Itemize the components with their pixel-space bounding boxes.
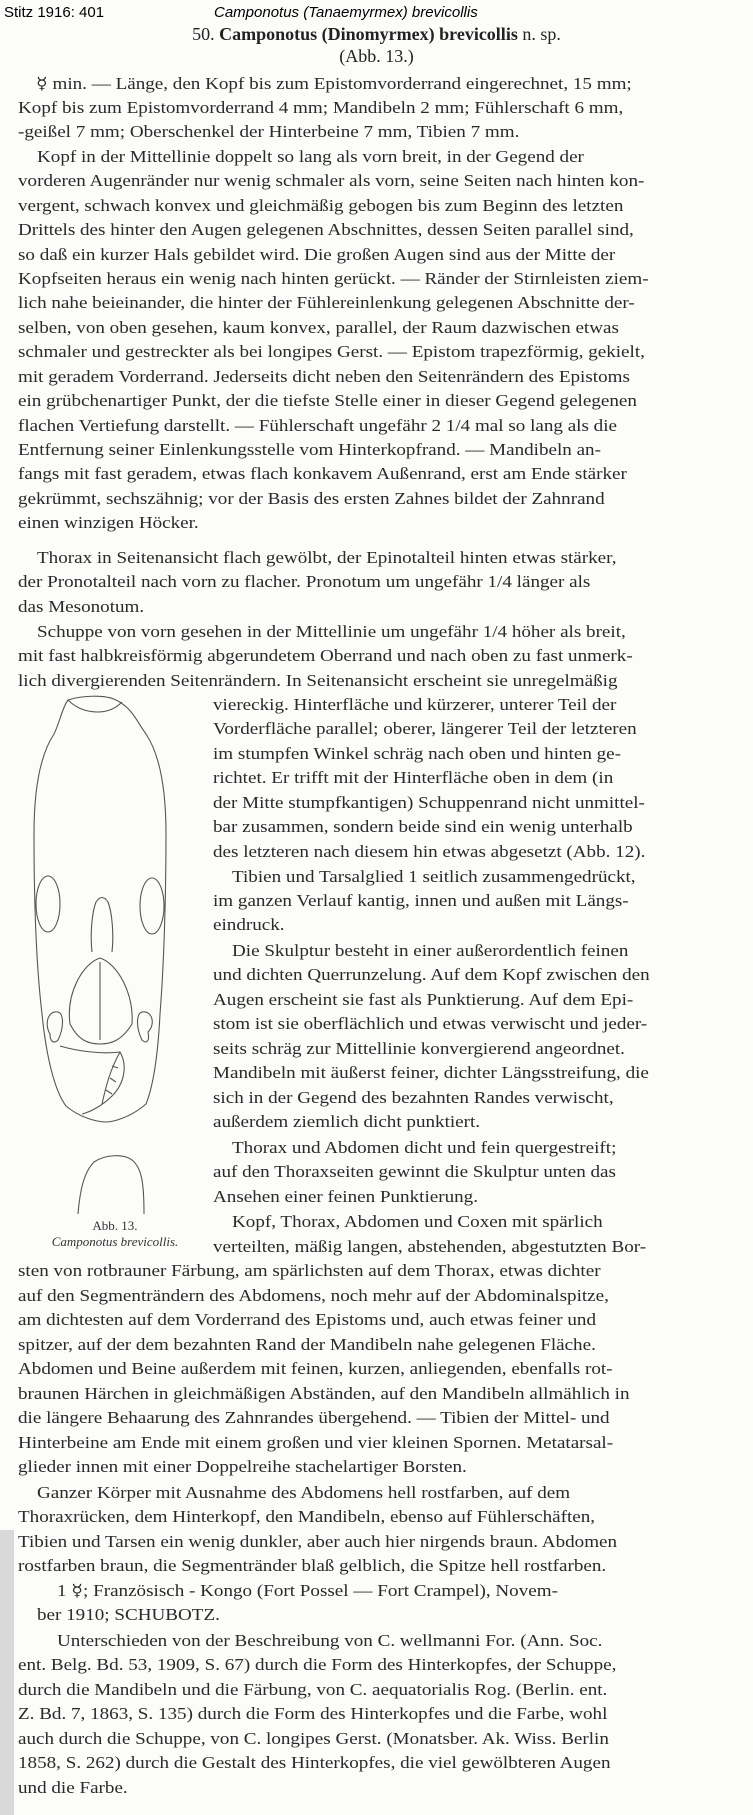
text-line: eindruck. — [213, 915, 285, 934]
clypeus-outline — [69, 958, 132, 1044]
scan-edge-shadow — [0, 1530, 14, 1815]
text-line: Tibien und Tarsen ein wenig dunkler, aber auch hier nirgends braun. Abdomen — [18, 1532, 618, 1551]
figure-label: Abb. 13. — [92, 1218, 138, 1233]
text-line: ein grübchenartiger Punkt, der die tiefste Stelle einer in dieser Gegend gelegenen — [18, 391, 637, 410]
text-line: Kopfseiten heraus ein wenig nach hinten gerückt. — Ränder der Stirnleisten ziem- — [18, 269, 649, 288]
text-line: im stumpfen Winkel schräg nach oben und hinten ge- — [213, 744, 621, 763]
species-epithet: brevicollis — [439, 24, 518, 44]
text-line: Thorax und Abdomen dicht und fein quergestreift; — [232, 1138, 617, 1157]
text-line: auch durch die Schuppe, von C. longipes Gerst. (Monatsber. Ak. Wiss. Berlin — [18, 1729, 609, 1748]
text-line: einen winzigen Höcker. — [18, 513, 199, 532]
text-line: braunen Härchen in gleichmäßigen Abständen, auf den Mandibeln allmählich in — [18, 1384, 630, 1403]
text-line: seits schräg zur Mittellinie konvergierend angeordnet. — [213, 1039, 625, 1058]
text-line: Hinterbeine am Ende mit einem großen und vier kleinen Spornen. Metatarsal- — [18, 1433, 614, 1452]
text-line: am dichtesten auf dem Vorderrand des Epistoms und, auch etwas feiner und — [18, 1310, 596, 1329]
text-line: Vorderfläche parallel; oberer, längerer Teil der letzteren — [213, 719, 637, 738]
text-line: richtet. Er trifft mit der Hinterfläche oben in dem (in — [213, 768, 614, 787]
text-line: der Pronotalteil nach vorn zu flacher. Pronotum um ungefähr 1/4 länger als — [18, 572, 591, 591]
text-line: im ganzen Verlauf kantig, innen und außen mit Längs- — [213, 891, 629, 910]
species-status: n. sp. — [522, 24, 561, 44]
text-line: ☿ min. — Länge, den Kopf bis zum Epistomvorderrand eingerechnet, 15 mm; — [36, 74, 632, 93]
text-line: Die Skulptur besteht in einer außerordentlich feinen — [232, 941, 629, 960]
text-line: Entfernung seiner Einlenkungsstelle vom Hinterkopfrand. — Mandibeln an- — [18, 440, 601, 459]
text-line: lich divergierenden Seitenrändern. In Seitenansicht erscheint sie unregelmäßig — [18, 671, 618, 690]
text-line: Ganzer Körper mit Ausnahme des Abdomens hell rostfarben, auf dem — [37, 1483, 571, 1502]
text-line: Abdomen und Beine außerdem mit feinen, kurzen, anliegenden, ebenfalls rot- — [18, 1359, 613, 1378]
figure-reference: (Abb. 13.) — [339, 46, 414, 66]
text-line: ent. Belg. Bd. 53, 1909, S. 67) durch die Form des Hinterkopfes, der Schuppe, — [18, 1655, 617, 1674]
text-line: Unterschieden von der Beschreibung von C. wellmanni For. (Ann. Soc. — [57, 1631, 603, 1650]
text-line: Mandibeln mit äußerst feiner, dichter Längsstreifung, die — [213, 1063, 649, 1082]
right-eye — [140, 878, 164, 934]
text-line: selben, von oben gesehen, kaum konvex, parallel, der Raum dazwischen etwas — [18, 318, 619, 337]
text-line: des letzteren nach diesem hin etwas abgesetzt (Abb. 12). — [213, 842, 646, 861]
text-line: sich in der Gegend des bezahnten Randes verwischt, — [213, 1088, 614, 1107]
text-line: Kopf bis zum Epistomvorderrand 4 mm; Mandibeln 2 mm; Fühlerschaft 6 mm, — [18, 98, 624, 117]
text-line: flachen Vertiefung darstellt. — Fühlerschaft ungefähr 2 1/4 mal so lang als die — [18, 416, 618, 435]
text-line: -geißel 7 mm; Oberschenkel der Hinterbeine 7 mm, Tibien 7 mm. — [18, 122, 520, 141]
text-line: so daß ein kurzer Hals gebildet wird. Die großen Augen sind aus der Mitte der — [18, 245, 616, 264]
text-line: verteilten, mäßig langen, abstehenden, abgestutzten Bor- — [213, 1237, 647, 1256]
text-line: Kopf in der Mittellinie doppelt so lang als vorn breit, in der Gegend der — [37, 147, 584, 166]
text-line: stom ist sie oberflächlich und etwas verwischt und jeder- — [213, 1014, 648, 1033]
left-eye — [36, 876, 60, 932]
text-line: der Mitte stumpfkantigen) Schuppenrand nicht unmittel- — [213, 793, 645, 812]
text-line: Schuppe von vorn gesehen in der Mittellinie um ungefähr 1/4 höher als breit, — [37, 622, 626, 641]
species-number: 50. — [192, 24, 215, 44]
figure-caption-text: Camponotus brevicollis. — [51, 1234, 179, 1249]
text-line: glieder innen mit einer Doppelreihe stachelartiger Borsten. — [18, 1457, 467, 1476]
text-line: Tibien und Tarsalglied 1 seitlich zusammengedrückt, — [232, 867, 636, 886]
right-antennal-socket — [138, 1012, 153, 1042]
species-heading — [0, 24, 753, 45]
text-line: und dichten Querrunzelung. Auf dem Kopf zwischen den — [213, 965, 650, 984]
text-line: spitzer, auf der dem bezahnten Rand der Mandibeln nahe gelegenen Fläche. — [18, 1335, 596, 1354]
text-line: rostfarben braun, die Segmentränder blaß gelblich, die Spitze hell rostfarben. — [18, 1556, 607, 1575]
text-line: Ansehen einer feinen Punktierung. — [213, 1187, 478, 1206]
figure-caption — [30, 1234, 200, 1250]
text-line: sten von rotbrauner Färbung, am spärlichsten auf dem Thorax, etwas dichter — [18, 1261, 601, 1280]
text-line: auf den Segmenträndern des Abdomens, noch mehr auf der Abdominalspitze, — [18, 1286, 609, 1305]
head-outline — [34, 696, 166, 1122]
text-line: durch die Mandibeln und die Färbung, von C. aequatorialis Rog. (Berlin. ent. — [18, 1680, 608, 1699]
text-line: Kopf, Thorax, Abdomen und Coxen mit spärlich — [232, 1212, 603, 1231]
text-line: 1858, S. 262) durch die Gestalt des Hinterkopfes, die viel gewölbteren Augen — [18, 1753, 611, 1772]
text-line: vergent, schwach konvex und gleichmäßig gebogen bis zum Beginn des letzten — [18, 196, 624, 215]
text-line: Drittels des hinter den Augen gelegenen Abschnittes, dessen Seiten parallel sind, — [18, 220, 634, 239]
citation-label: Stitz 1916: 401 — [4, 4, 105, 21]
text-line: schmaler und gestreckter als bei longipes Gerst. — Epistom trapezförmig, gekielt, — [18, 342, 645, 361]
species-name: Camponotus (Dinomyrmex) — [219, 24, 435, 44]
ant-head-figure — [20, 694, 195, 1214]
text-line: außerdem ziemlich dicht punktiert. — [213, 1112, 481, 1131]
text-line: lich nahe beieinander, die hinter der Fühlereinlenkung gelegenen Abschnitte der- — [18, 293, 635, 312]
text-line: auf den Thoraxseiten gewinnt die Skulptur unten das — [213, 1162, 616, 1181]
text-line: das Mesonotum. — [18, 597, 145, 616]
text-line: die längere Behaarung des Zahnrandes übergehend. — Tibien der Mittel- und — [18, 1408, 610, 1427]
text-line: mit fast halbkreisförmig abgerundetem Oberrand und nach oben zu fast unmerk- — [18, 646, 633, 665]
taxon-label: Camponotus (Tanaemyrmex) brevicollis — [214, 4, 478, 21]
text-line: Augen erscheint sie fast als Punktierung. Auf dem Epi- — [213, 990, 634, 1009]
text-line: gekrümmt, sechszähnig; vor der Basis des ersten Zahnes bildet der Zahnrand — [18, 489, 605, 508]
frontal-carinae — [91, 898, 113, 953]
text-line: mit geradem Vorderrand. Jederseits dicht neben den Seitenrändern des Epistoms — [18, 367, 630, 386]
text-line: und die Farbe. — [18, 1778, 128, 1797]
text-line: vorderen Augenränder nur wenig schmaler als vorn, seine Seiten nach hinten kon- — [18, 171, 645, 190]
neck-notch — [68, 700, 122, 712]
text-line: viereckig. Hinterfläche und kürzerer, unterer Teil der — [213, 695, 617, 714]
scale-outline — [78, 1156, 144, 1214]
text-line: Thorax in Seitenansicht flach gewölbt, der Epinotalteil hinten etwas stärker, — [37, 548, 617, 567]
text-line: ber 1910; SCHUBOTZ. — [37, 1605, 220, 1624]
left-antennal-socket — [47, 1012, 62, 1042]
text-line: bar zusammen, sondern beide sind ein wenig unterhalb — [213, 817, 633, 836]
text-line: Z. Bd. 7, 1863, S. 135) durch die Form des Hinterkopfes und die Farbe, wohl — [18, 1704, 608, 1723]
mandibles — [60, 1046, 124, 1114]
text-line: Thoraxrücken, dem Hinterkopf, den Mandibeln, ebenso auf Fühlerschäften, — [18, 1507, 596, 1526]
text-line: 1 ☿; Französisch - Kongo (Fort Possel — Fort Crampel), Novem- — [57, 1581, 558, 1600]
text-line: fangs mit fast geradem, etwas flach konkavem Außenrand, erst am Ende stärker — [18, 464, 627, 483]
